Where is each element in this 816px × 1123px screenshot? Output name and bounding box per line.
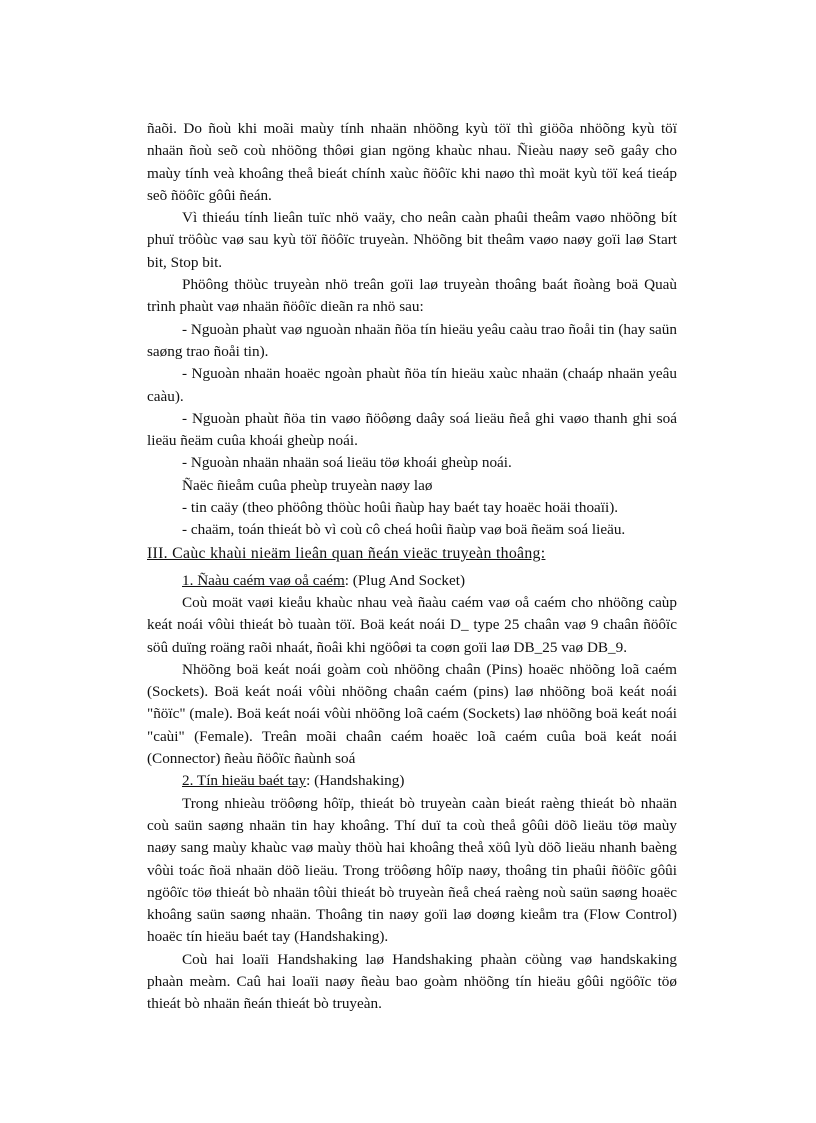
document-body (147, 118, 677, 1016)
subsection-heading (147, 570, 677, 592)
subsection-suffix: : (Handshaking) (306, 772, 405, 790)
list-item: - Nguoàn nhaän hoaëc ngoàn phaùt ñöa tín hieäu xaùc nhaän (chaáp nhaän yeâu caàu). (147, 365, 677, 405)
paragraph: Coù hai loaïi Handshaking laø Handshaking phaàn cöùng vaø handskaking phaàn meàm. Caû hai loaïi naøy ñeàu bao goàm nhöõng tín hieäu gôûi ngöôïc töø thieát bò nhaän ñeán thieát bò truyeàn. (147, 950, 677, 1013)
subsection-suffix: : (Plug And Socket) (344, 571, 465, 589)
section-heading: III. Caùc khaùi nieäm lieân quan ñeán vieäc truyeàn thoâng: (147, 544, 546, 562)
paragraph: Phöông thöùc truyeàn nhö treân goïi laø truyeàn thoâng baát ñoàng boä Quaù trình phaùt vaø nhaän ñöôïc dieãn ra nhö sau: (147, 276, 677, 316)
paragraph: Ñaëc ñieåm cuûa pheùp truyeàn naøy laø (182, 476, 433, 494)
subsection-title: 1. Ñaàu caém vaø oå caém (182, 571, 345, 589)
list-item: - Nguoàn phaùt ñöa tin vaøo ñöôøng daây soá lieäu ñeå ghi vaøo thanh ghi soá lieäu ñeäm cuûa khoái gheùp noái. (147, 409, 677, 450)
paragraph: Trong nhieàu tröôøng hôïp, thieát bò truyeàn caàn bieát raèng thieát bò nhaän coù saün saøng nhaän tin hay khoâng. Thí duï ta coù theå gôûi döõ lieäu töø maùy naøy sang maùy khaùc vaø maùy thöù hai khoâng theå xöû lyù döõ lieäu nhanh baèng vôùi toác ñoä nhaän döõ lieäu. Trong tröôøng hôïp naøy, thoâng tin phaûi ñöôïc gôûi ngöôïc töø thieát bò nhaän tôùi thieát bò truyeàn ñeå cheá raèng noù saün saøng hoaëc khoâng saün saøng nhaän. Thoâng tin naøy goïi laø doøng kieåm tra (Flow Control) hoaëc tín hieäu baét tay (Handshaking). (147, 794, 677, 946)
paragraph: Vì thieáu tính lieân tuïc nhö vaäy, cho neân caàn phaûi theâm vaøo nhöõng bít phuï tröôùc vaø sau kyù töï ñöôïc truyeàn. Nhöõng bit theâm vaøo naøy goïi laø Start bit, Stop bit. (147, 209, 677, 271)
subsection-heading (147, 770, 677, 792)
list-item: - Nguoàn phaùt vaø nguoàn nhaän ñöa tín hieäu yeâu caàu trao ñoåi tin (hay saün saøng trao ñoåi tin). (147, 320, 677, 360)
list-item: - Nguoàn nhaän nhaän soá lieäu töø khoái gheùp noái. (182, 454, 512, 472)
list-item: - tin caäy (theo phöông thöùc hoûi ñaùp hay baét tay hoaëc hoäi thoaïi). (182, 499, 619, 517)
subsection-title: 2. Tín hieäu baét tay (182, 772, 307, 790)
paragraph: Nhöõng boä keát noái goàm coù nhöõng chaân (Pins) hoaëc nhöõng loã caém (Sockets). Boä keát noái vôùi nhöõng chaân caém (pins) laø nhöõng boä keát noái "ñöïc" (male). Boä keát noái vôùi nhöõng loã caém (Sockets) laø nhöõng boä keát noái "caùi" (Female). Treân moãi chaân caém hoaëc loã caém cuûa boä keát noái (Connector) ñeàu ñöôïc ñaùnh soá (147, 660, 677, 768)
paragraph: Coù moät vaøi kieåu khaùc nhau veà ñaàu caém vaø oå caém cho nhöõng caùp keát noái vôùi thieát bò tuaàn töï. Boä keát noái D_ type 25 chaân vaø 9 chaân ñöôïc söû duïng roäng raõi nhaát, ñoâi khi ngöôøi ta coøn goïi laø DB_25 vaø DB_9. (147, 593, 677, 656)
list-item: - chaäm, toán thieát bò vì coù cô cheá hoûi ñaùp vaø boä ñeäm soá lieäu. (182, 521, 626, 539)
paragraph: ñaõi. Do ñoù khi moãi maùy tính nhaän nhöõng kyù töï thì giöõa nhöõng kyù töï nhaän ñoù seõ coù nhöõng thôøi gian ngöng khaùc nhau. Ñieàu naøy seõ gaây cho maùy tính veà khoâng theå bieát chính xaùc ñöôïc khi naøo thì moät kyù töï keá tieáp seõ ñöôïc gôûi ñeán. (147, 120, 677, 204)
